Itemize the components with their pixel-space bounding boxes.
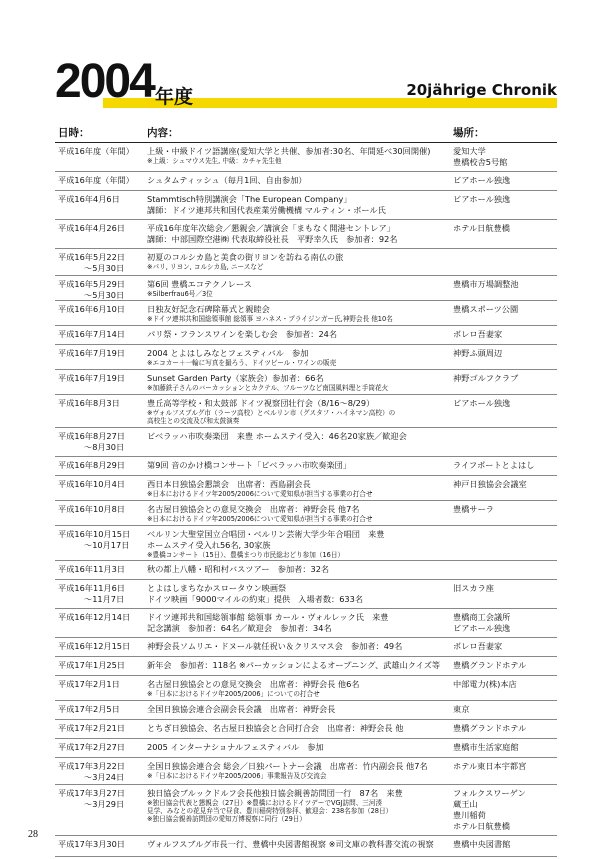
row-date [58,788,146,810]
note-line: ※日本におけるドイツ年2005/2006について愛知県が担当する事業の打合せ [147,515,373,523]
row-content [147,252,445,271]
row-place [453,373,557,384]
chronicle-table [55,122,557,857]
date-line: ～3月29日 [84,799,125,809]
date-line: 平成17年3月30日 [58,839,125,849]
row-date [58,704,146,715]
date-line: 平成16年8月27日 [58,431,125,441]
table-row [55,701,557,720]
date-line: 平成16年12月15日 [58,641,131,651]
row-date [58,304,146,315]
content-line: 上級・中級ドイツ語講座(愛知大学と共催、参加者:30名、年間延べ30回開催) [147,146,431,156]
row-date [58,479,146,490]
note-line: ※ヴォルフスブルグ市（ラーツ高校）とベルリン市（グスタフ・ハイネマン高校）の [147,409,396,417]
table-row [55,501,557,526]
row-place [453,742,557,753]
place-line: 東京 [453,704,470,714]
content-line: 神野会長ソムリエ・ドヌール就任祝い＆クリスマス会 参加者：49名 [147,641,403,651]
date-line: 平成17年2月27日 [58,742,125,752]
date-line: 平成16年8月3日 [58,398,120,408]
content-line: とよはしまちなかスロータウン映画祭 [147,583,287,593]
content-line: 全国日独協会連合会 総会／日独パートナー会議 出席者：竹内副会長 他7名 [147,761,428,771]
place-line: ボレロ吾妻家 [453,641,503,651]
place-line: ホテル日航豊橋 [453,821,510,831]
table-row [55,345,557,370]
note-line: 見学、みなとの花見弁当で昼食、豊川稲荷特別参拝、歓迎会：238名参加（28日） [147,807,393,815]
row-place [453,398,557,409]
place-line: 豊橋商工会議所 [453,612,511,622]
place-column-header: 場所： [453,127,485,139]
row-place [453,704,557,715]
content-line: 秋の都上八幡・昭和村バスツアー 参加者：32名 [147,564,330,574]
date-line: 平成17年3月22日 [58,761,125,771]
nendo-label: 年度 [155,86,194,108]
date-line: 平成16年4月26日 [58,223,125,233]
row-content [147,723,445,734]
note-line: ※ドイツ連邦共和国総領事館 総領事 ヨハネス・プライジンガー氏,神野会長 他10名 [147,315,393,323]
row-content [147,612,445,634]
row-date [58,329,146,340]
place-line: ホテル東日本宇都宮 [453,761,527,771]
date-line: 平成16年7月14日 [58,329,125,339]
row-place [453,612,557,634]
content-line: 講師：中部国際空港㈱ 代表取締役社長 平野幸久氏 参加者：92名 [147,234,398,244]
page-number: 28 [28,829,38,840]
page-header [55,55,557,114]
content-line: 名古屋日独協会との意見交換会 出席者：神野会長 他6名 [147,679,360,689]
row-place [453,329,557,340]
date-line: 平成17年2月1日 [58,679,120,689]
table-row [55,276,557,301]
row-place [453,660,557,671]
place-line: 豊橋スポーツ公園 [453,304,519,314]
row-date [58,460,146,471]
chronik-title: 20jährige Chronik [406,81,557,99]
note-line: ※上級：シュマウス先生, 中級：カチャ先生他 [147,157,282,165]
row-content [147,761,445,780]
row-place [453,504,557,515]
date-line: 平成17年2月21日 [58,723,125,733]
table-row [55,526,557,561]
date-line: 平成16年度（年間） [58,175,134,185]
table-row [55,191,557,220]
note-line: 高校生との交流及び和太鼓演奏 [147,417,240,425]
date-line: 平成16年8月29日 [58,460,125,470]
row-place [453,723,557,734]
row-content [147,704,445,715]
place-line: ビアホール独逸 [453,194,511,204]
table-row [55,580,557,609]
date-column-header: 日時： [58,127,90,139]
table-header [55,122,557,143]
table-row [55,758,557,785]
table-row [55,220,557,249]
place-line: 豊橋グランドホテル [453,660,527,670]
date-line: 平成17年1月25日 [58,660,125,670]
row-date [58,398,146,409]
place-line: 豊橋校舎5号館 [453,157,508,167]
row-place [453,479,557,490]
content-line: 西日本日独協会懇談会 出席者：西島副会長 [147,479,311,489]
table-row [55,172,557,191]
row-content [147,146,445,165]
row-content [147,564,445,575]
row-content [147,279,445,298]
row-date [58,839,146,850]
place-line: 神戸日独協会会議室 [453,479,527,489]
row-content [147,460,445,471]
place-line: ボレロ吾妻家 [453,329,503,339]
note-line: ※独日協会親善訪問団の愛知万博視察に同行（29日） [147,815,306,823]
row-content [147,679,445,698]
content-line: ドイツ映画「9000マイルの約束」提供 入場者数：633名 [147,594,364,604]
row-date [58,373,146,384]
row-date [58,223,146,234]
row-place [453,641,557,652]
note-line: ※「日本におけるドイツ年2005/2006」事業報告及び交流会 [147,772,327,780]
content-line: 全国日独協会連合会副会長会議 出席者：神野会長 [147,704,336,714]
row-content [147,479,445,498]
content-line: 2005 インターナショナルフェスティバル 参加 [147,742,324,752]
row-place [453,146,557,168]
date-line: 平成16年10月4日 [58,479,125,489]
date-line: 平成16年7月19日 [58,373,125,383]
row-content [147,329,445,340]
row-content [147,742,445,753]
row-content [147,223,445,245]
date-line: 平成16年5月29日 [58,279,125,289]
content-line: パリ祭・フランスワインを楽しむ会 参加者：24名 [147,329,338,339]
table-row [55,143,557,172]
content-line: 講師：ドイツ連邦共和国代表産業労働機構 マルティン・ボール氏 [147,205,386,215]
table-row [55,739,557,758]
place-line: フォルクスワーゲン [453,788,526,798]
place-line: 豊川稲荷 [453,810,486,820]
table-row [55,428,557,457]
row-date [58,679,146,690]
table-row [55,326,557,345]
row-place [453,175,557,186]
note-line: ※加藤鉄子さんのバーカッションとカクテル、フルーツなど南国風料理と手筒花火 [147,384,389,392]
content-line: ドイツ連邦共和国総領事館 総領事 カール・ヴォルレック氏 来豊 [147,612,389,622]
row-content [147,660,445,671]
place-line: 神野ふ頭周辺 [453,348,503,358]
row-date [58,761,146,783]
date-line: 平成16年12月14日 [58,612,131,622]
row-place [453,279,557,290]
table-row [55,609,557,638]
row-content [147,304,445,323]
place-line: ライフポートとよはし [453,460,535,470]
place-line: 豊橋グランドホテル [453,723,527,733]
row-content [147,788,445,823]
content-column-header: 内容： [147,127,179,139]
row-date [58,742,146,753]
row-date [58,612,146,623]
note-line: ※日本におけるドイツ年2005/2006について愛知県が担当する事業の打合せ [147,490,373,498]
row-place [453,788,557,832]
row-place [453,583,557,594]
content-line: 名古屋日独協会との意見交換会 出席者：神野会長 他7名 [147,504,360,514]
content-line: Stammtisch特別講演会「The European Company」 [147,194,352,204]
date-line: 平成16年度（年間） [58,146,134,156]
date-line: 平成16年10月15日 [58,529,131,539]
table-row [55,476,557,501]
row-date [58,348,146,359]
date-line: ～5月30日 [84,263,125,273]
row-place [453,839,557,850]
content-line: 独日協会ブルックドルフ会長他独日協会親善訪問団一行 87名 来豊 [147,788,403,798]
note-line: ※Silberfrau6号／3位 [147,290,213,298]
date-line: 平成16年7月19日 [58,348,125,358]
row-content [147,398,445,425]
row-date [58,146,146,157]
date-line: 平成17年3月27日 [58,788,125,798]
date-line: ～11月7日 [84,594,125,604]
content-line: ホームステイ受入れ56名, 30家族 [147,540,271,550]
row-date [58,194,146,205]
date-line: ～5月30日 [84,290,125,300]
row-place [453,304,557,315]
row-place [453,194,557,205]
year-heading: 2004 [55,55,154,108]
row-content [147,529,445,559]
row-content [147,583,445,605]
content-line: ヴォルフスブルグ市長一行、豊橋中央図書館視察 ※司文庫の教科書交流の視察 [147,839,434,849]
table-row [55,395,557,428]
note-line: ※パリ, リヨン, コルシカ島, ニースなど [147,263,264,271]
place-line: ビアホール独逸 [453,398,511,408]
content-line: 記念講演 参加者：64名／歓迎会 参加者：34名 [147,623,332,633]
note-line: ※豊橋コンサート（15日）、豊橋まつり市民総おどり参加（16日） [147,551,345,559]
date-line: ～3月24日 [84,772,125,782]
row-date [58,583,146,605]
table-row [55,561,557,580]
place-line: 中部電力(株)本店 [453,679,517,689]
content-line: ビベラッハ市吹奏楽団 来豊 ホームステイ受入：46名20家族／歓迎会 [147,431,407,441]
row-content [147,348,445,367]
content-line: 日独友好記念石碑除幕式と親睦会 [147,304,270,314]
row-date [58,564,146,575]
row-content [147,839,445,850]
row-content [147,194,445,216]
content-line: 新年会 参加者：118名 ※パーカッションによるオープニング、武雄山クイズ等 [147,660,441,670]
table-row [55,638,557,657]
row-date [58,279,146,301]
place-line: 旧スカラ座 [453,583,494,593]
row-date [58,252,146,274]
row-date [58,723,146,734]
row-date [58,529,146,551]
place-line: ビアホール独逸 [453,175,511,185]
table-row [55,457,557,476]
row-date [58,175,146,186]
table-row [55,301,557,326]
row-content [147,175,445,186]
row-place [453,460,557,471]
table-row [55,785,557,836]
date-line: 平成16年4月6日 [58,194,120,204]
place-line: 豊橋市万場調整池 [453,279,519,289]
content-line: ベルリン大聖堂国立合唱団・ベルリン芸術大学少年合唱団 来豊 [147,529,385,539]
date-line: 平成16年10月8日 [58,504,125,514]
date-line: 平成16年5月22日 [58,252,125,262]
place-line: 蔵王山 [453,799,478,809]
content-line: 第6回 豊橋エコテクノレース [147,279,252,289]
date-line: 平成16年11月3日 [58,564,125,574]
row-place [453,223,557,234]
table-row [55,657,557,676]
row-date [58,504,146,515]
row-place [453,348,557,359]
date-line: 平成16年11月6日 [58,583,125,593]
table-row [55,249,557,276]
table-row [55,676,557,701]
table-body [55,143,557,857]
row-content [147,504,445,523]
content-line: Sunset Garden Party（家族会）参加者：66名 [147,373,324,383]
note-line: ※「日本におけるドイツ年2005/2006」についての打合せ [147,690,320,698]
table-row [55,370,557,395]
place-line: 豊橋サーラ [453,504,494,514]
place-line: 豊橋市生活家庭館 [453,742,519,752]
content-line: 豊丘高等学校・和太鼓部 ドイツ視察団壮行会（8/16～8/29） [147,398,375,408]
content-line: 2004 とよはしみなとフェスティバル 参加 [147,348,309,358]
content-line: 第9回 音のかけ橋コンサート「ビベラッハ市吹奏楽団」 [147,460,351,470]
note-line: ※独日協会代表と懇親会（27日）※豊橋におけるドイツデーでVGJ訪問、三河湊 [147,799,383,807]
table-row [55,720,557,739]
place-line: 豊橋中央図書館 [453,839,511,849]
row-date [58,641,146,652]
place-line: 神野ゴルフクラブ [453,373,519,383]
content-line: 初夏のコルシカ島と美食の街リヨンを訪ねる南仏の旅 [147,252,344,262]
row-place [453,761,557,772]
row-place [453,679,557,690]
row-content [147,373,445,392]
content-line: 平成16年度年次総会／懇親会／講演会「まもなく開港セントレア」 [147,223,395,233]
date-line: ～8月30日 [84,442,125,452]
place-line: 愛知大学 [453,146,486,156]
note-line: ※エコカー＋一輪に写真を撮ろう、ドイツビール・ワインの販売 [147,359,337,367]
content-line: とちぎ日独協会、名古屋日独協会と合同打合会 出席者：神野会長 他 [147,723,404,733]
row-date [58,431,146,453]
table-row [55,836,557,857]
row-content [147,431,445,442]
content-line: シュタムティッシュ（毎月1回、自由参加） [147,175,307,185]
row-date [58,660,146,671]
date-line: ～10月17日 [84,540,130,550]
row-content [147,641,445,652]
date-line: 平成17年2月5日 [58,704,120,714]
date-line: 平成16年6月10日 [58,304,125,314]
place-line: ビアホール独逸 [453,623,511,633]
place-line: ホテル日航豊橋 [453,223,510,233]
